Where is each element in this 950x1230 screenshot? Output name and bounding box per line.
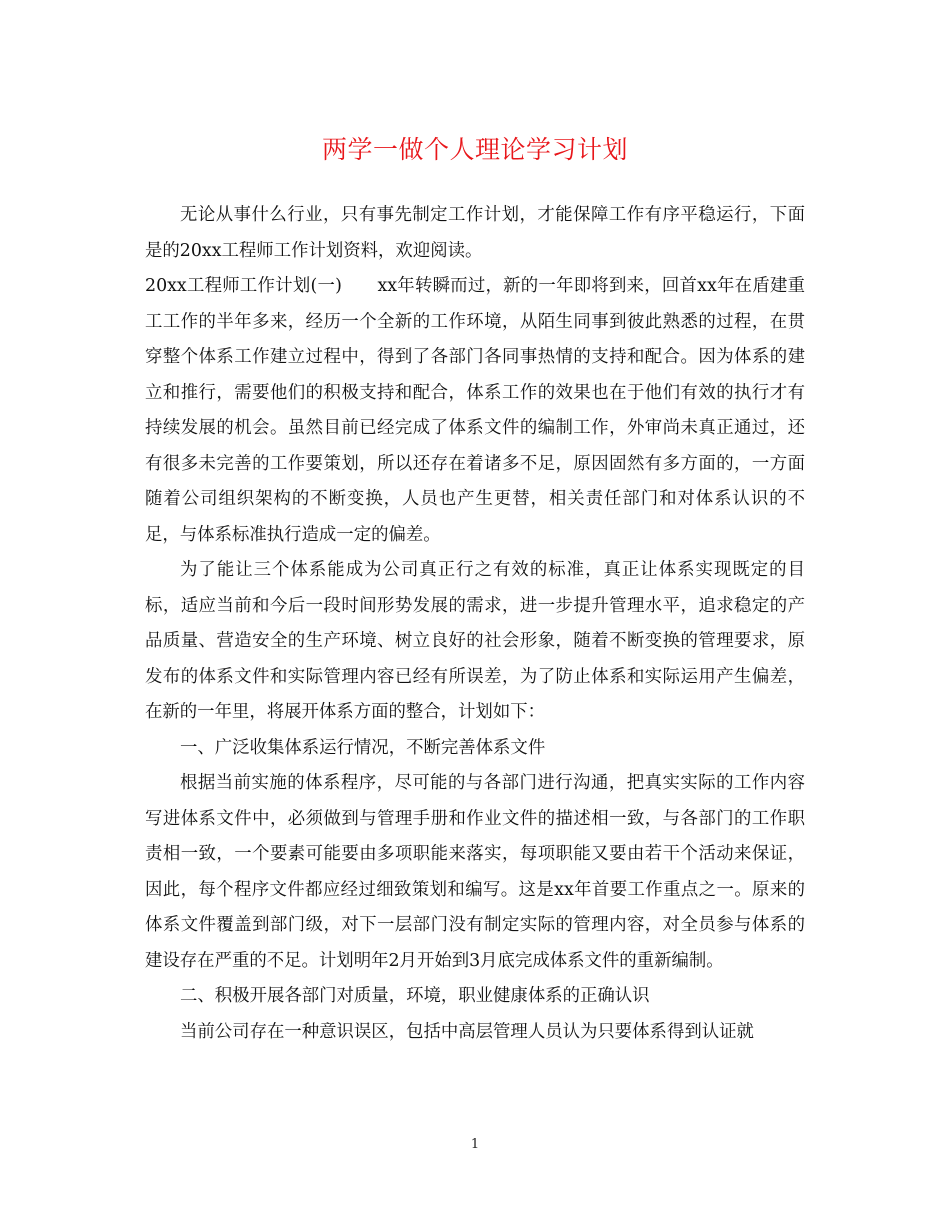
paragraph-section-two: 当前公司存在一种意识误区，包括中高层管理人员认为只要体系得到认证就 (180, 1021, 754, 1042)
section-heading-one: 一、广泛收集体系运行情况，不断完善体系文件 (180, 737, 546, 758)
section-heading-two: 二、积极开展各部门对质量，环境，职业健康体系的正确认识 (180, 986, 650, 1006)
paragraph-plan-one: 20xx工程师工作计划(一) xx年转瞬而过，新的一年即将到来，回首xx年在盾建重工工作的半年多来，经历一个全新的工作环境，从陌生同事到彼此熟悉的过程，在贯穿整个体系工作建立过程中，得到了各部门各同事热情的支持和配合。因为体系的建立和推行，需要他们的积极支持和配合，体系工作的效果也在于他们有效的执行才有持续发展的机会。虽然目前已经完成了体系文件的编制工作，外审尚未真正通过，还有很多未完善的工作要策划，所以还存在着诸多不足，原因固然有多方面的，一方面随着公司组织架构的不断变换，人员也产生更替，相关责任部门和对体系认识的不足，与体系标准执行造成一定的偏差。 (145, 276, 805, 545)
document-body (145, 198, 805, 1050)
document-title: 两学一做个人理论学习计划 (321, 135, 628, 164)
paragraph-section-one: 根据当前实施的体系程序，尽可能的与各部门进行沟通，把真实实际的工作内容写进体系文件中，必须做到与管理手册和作业文件的描述相一致，与各部门的工作职责相一致，一个要素可能要由多项职能来落实，每项职能又要由若干个活动来保证，因此，每个程序文件都应经过细致策划和编写。这是xx年首要工作重点之一。原来的体系文件覆盖到部门级，对下一层部门没有制定实际的管理内容，对全员参与体系的建设存在严重的不足。计划明年2月开始到3月底完成体系文件的重新编制。 (145, 773, 805, 971)
page-number: 1 (470, 1137, 480, 1152)
paragraph-intro: 无论从事什么行业，只有事先制定工作计划，才能保障工作有序平稳运行，下面是的20xx工程师工作计划资料，欢迎阅读。 (145, 205, 805, 261)
paragraph-goals: 为了能让三个体系能成为公司真正行之有效的标准，真正让体系实现既定的目标，适应当前和今后一段时间形势发展的需求，进一步提升管理水平，追求稳定的产品质量、营造安全的生产环境、树立良好的社会形象，随着不断变换的管理要求，原发布的体系文件和实际管理内容已经有所误差，为了防止体系和实际运用产生偏差，在新的一年里，将展开体系方面的整合，计划如下： (145, 560, 805, 722)
